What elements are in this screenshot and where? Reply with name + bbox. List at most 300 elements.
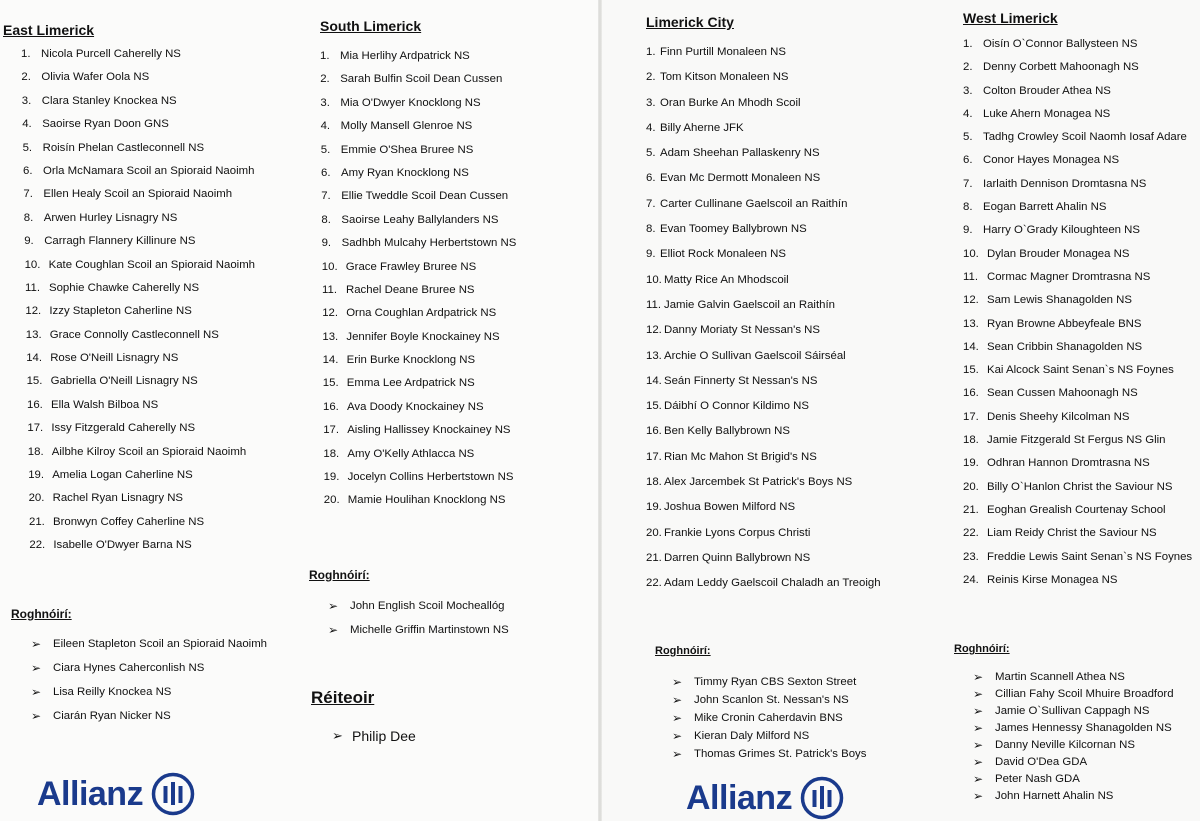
east-limerick-players <box>21 48 303 563</box>
player-name: Ava Doody Knockainey NS <box>347 400 484 413</box>
west-limerick-column <box>954 10 1198 804</box>
player-number: 21. <box>29 515 45 528</box>
player-name: Ryan Browne Abbeyfeale BNS <box>987 317 1142 330</box>
player-row <box>646 299 946 324</box>
player-name: Emma Lee Ardpatrick NS <box>346 377 475 390</box>
player-number: 16. <box>323 400 339 413</box>
player-row <box>322 237 590 260</box>
referee-name <box>332 728 590 744</box>
player-name: Emmie O'Shea Bruree NS <box>340 143 474 156</box>
player-name: Harry O`Grady Kiloughteen NS <box>983 224 1140 237</box>
player-number: 16. <box>963 387 979 400</box>
player-number: 14. <box>26 352 43 365</box>
player-name: Billy O`Hanlon Christ the Saviour NS <box>987 480 1173 493</box>
player-row <box>646 198 946 223</box>
player-number: 22. <box>29 539 46 552</box>
player-number: 19. <box>323 471 340 484</box>
player-number: 8. <box>321 213 331 226</box>
player-name: Ellen Healy Scoil an Spioraid Naoimh <box>43 188 233 201</box>
player-name: Evan Mc Dermott Monaleen NS <box>660 172 821 185</box>
player-number: 9. <box>646 248 656 261</box>
player-row <box>963 294 1198 317</box>
selector-row <box>31 704 303 728</box>
player-row <box>27 422 303 445</box>
selector-name: James Hennessy Shanagolden NS <box>995 721 1172 734</box>
selector-row <box>31 656 303 680</box>
selector-row <box>973 736 1198 753</box>
player-name: Sam Lewis Shanagolden NS <box>987 294 1133 307</box>
player-number: 6. <box>646 172 656 185</box>
player-number: 10. <box>321 260 338 273</box>
player-number: 15. <box>322 377 339 390</box>
player-row <box>21 48 303 71</box>
player-name: Sarah Bulfin Scoil Dean Cussen <box>340 73 503 86</box>
selector-name: Cillian Fahy Scoil Mhuire Broadford <box>995 687 1174 700</box>
player-row <box>963 434 1198 457</box>
player-row <box>646 350 946 375</box>
player-row <box>321 214 590 237</box>
player-number: 17. <box>646 450 662 463</box>
player-name: Isabelle O'Dwyer Barna NS <box>53 539 192 552</box>
player-number: 18. <box>323 447 340 460</box>
south-selectors-list <box>328 594 590 642</box>
player-row <box>646 97 946 122</box>
player-number: 1. <box>646 46 656 58</box>
player-number: 2. <box>320 73 330 86</box>
player-row <box>322 261 590 284</box>
player-number: 18. <box>27 445 44 458</box>
player-number: 8. <box>646 223 656 236</box>
selector-name: Jamie O`Sullivan Cappagh NS <box>995 704 1150 717</box>
player-name: Molly Mansell Glenroe NS <box>340 120 473 133</box>
player-number: 21. <box>963 503 979 516</box>
player-number: 17. <box>323 424 340 437</box>
player-name: Saoirse Leahy Ballylanders NS <box>341 213 499 226</box>
player-number: 16. <box>27 398 43 411</box>
limerick-city-title: Limerick City <box>646 14 734 30</box>
city-selectors-list <box>672 673 946 763</box>
player-number: 11. <box>322 283 337 296</box>
player-name: Oisín O`Connor Ballysteen NS <box>983 38 1138 50</box>
arrow-bullet-icon: ➢ <box>328 598 339 613</box>
arrow-bullet-icon: ➢ <box>31 685 42 700</box>
player-row <box>25 282 303 305</box>
player-number: 9. <box>24 235 34 248</box>
player-name: Jamie Fitzgerald St Fergus NS Glin <box>987 434 1166 447</box>
player-number: 20. <box>963 480 979 493</box>
player-row <box>324 471 590 494</box>
player-row <box>321 120 590 143</box>
east-limerick-column <box>3 22 303 728</box>
allianz-wordmark: Allianz <box>37 774 144 813</box>
player-number: 9. <box>321 237 332 250</box>
player-row <box>646 46 946 71</box>
player-number: 8. <box>23 211 34 224</box>
player-row <box>963 38 1198 61</box>
player-row <box>25 305 303 328</box>
selector-name: John Harnett Ahalin NS <box>995 789 1114 802</box>
east-limerick-title: East Limerick <box>3 22 95 38</box>
player-row <box>26 329 303 352</box>
arrow-bullet-icon: ➢ <box>31 661 42 676</box>
player-number: 7. <box>646 197 656 210</box>
player-name: Sadhbh Mulcahy Herbertstown NS <box>341 237 517 250</box>
player-name: Olivia Wafer Oola NS <box>41 71 150 84</box>
player-number: 2. <box>646 71 656 84</box>
player-number: 6. <box>321 166 331 179</box>
player-number: 11. <box>963 270 978 283</box>
arrow-bullet-icon: ➢ <box>672 692 683 707</box>
player-row <box>646 501 946 526</box>
selector-row <box>31 680 303 704</box>
player-name: Conor Hayes Monagea NS <box>983 154 1120 167</box>
player-row <box>29 492 303 515</box>
player-row <box>321 144 590 167</box>
player-number: 5. <box>320 143 331 156</box>
arrow-bullet-icon: ➢ <box>973 771 984 786</box>
selector-name: Timmy Ryan CBS Sexton Street <box>694 675 857 688</box>
player-name: Matty Rice An Mhodscoil <box>664 273 789 286</box>
selector-name: Martin Scannell Athea NS <box>995 670 1125 683</box>
selector-name: Kieran Daly Milford NS <box>694 729 810 742</box>
player-number: 11. <box>646 298 661 311</box>
player-name: Grace Connolly Castleconnell NS <box>49 328 219 341</box>
player-number: 5. <box>963 131 973 144</box>
east-selectors-title: Roghnóirí: <box>11 606 72 621</box>
player-row <box>646 527 946 552</box>
player-name: Nicola Purcell Caherelly NS <box>41 48 181 60</box>
selector-row <box>672 745 946 763</box>
player-name: Danny Moriaty St Nessan's NS <box>664 324 821 337</box>
player-row <box>646 172 946 197</box>
player-number: 13. <box>25 328 42 341</box>
south-limerick-players <box>320 50 590 518</box>
selector-row <box>328 618 590 642</box>
player-row <box>646 425 946 450</box>
player-number: 15. <box>646 400 662 413</box>
arrow-bullet-icon: ➢ <box>973 737 984 752</box>
selector-row <box>973 753 1198 770</box>
player-row <box>963 411 1198 434</box>
player-number: 22. <box>963 527 979 540</box>
allianz-wordmark: Allianz <box>686 778 793 817</box>
player-number: 3. <box>963 84 973 97</box>
player-row <box>323 377 590 400</box>
player-name: Rachel Ryan Lisnagry NS <box>52 492 184 505</box>
player-row <box>320 97 590 120</box>
player-row <box>646 577 946 602</box>
player-number: 13. <box>322 330 339 343</box>
player-name: Reinis Kirse Monagea NS <box>987 573 1118 586</box>
player-row <box>323 401 590 424</box>
player-row <box>963 178 1198 201</box>
player-name: Kai Alcock Saint Senan`s NS Foynes <box>987 364 1174 377</box>
player-name: Mamie Houlihan Knocklong NS <box>347 494 506 507</box>
player-row <box>646 375 946 400</box>
player-row <box>963 481 1198 504</box>
player-row <box>21 71 303 94</box>
player-number: 4. <box>963 107 973 120</box>
player-number: 7. <box>963 177 973 190</box>
player-name: Darren Quinn Ballybrown NS <box>664 551 811 564</box>
player-name: Eoghan Grealish Courtenay School <box>987 503 1166 516</box>
player-number: 7. <box>23 188 33 201</box>
selector-row <box>31 633 303 657</box>
player-name: Adam Sheehan Pallaskenry NS <box>660 147 820 160</box>
player-name: Grace Frawley Bruree NS <box>345 260 477 273</box>
player-row <box>963 108 1198 131</box>
player-number: 11. <box>25 281 40 294</box>
player-number: 20. <box>323 494 340 507</box>
player-number: 6. <box>23 164 33 177</box>
player-number: 14. <box>322 354 339 367</box>
player-name: Eogan Barrett Ahalin NS <box>983 201 1107 214</box>
player-row <box>646 274 946 299</box>
player-name: Joshua Bowen Milford NS <box>664 501 796 514</box>
allianz-logo-left <box>37 772 195 816</box>
player-row <box>29 539 303 562</box>
player-row <box>646 400 946 425</box>
player-row <box>25 259 303 282</box>
player-number: 12. <box>646 324 662 337</box>
player-number: 6. <box>963 154 973 167</box>
player-name: Ellie Tweddle Scoil Dean Cussen <box>341 190 509 203</box>
selector-name: John English Scoil Mocheallóg <box>350 599 505 612</box>
player-row <box>646 223 946 248</box>
player-name: Adam Leddy Gaelscoil Chaladh an Treoigh <box>664 577 881 590</box>
player-row <box>646 324 946 349</box>
player-name: Amelia Logan Caherline NS <box>52 469 193 482</box>
player-row <box>27 375 303 398</box>
player-number: 15. <box>26 375 43 388</box>
player-number: 19. <box>28 469 45 482</box>
player-name: Jennifer Boyle Knockainey NS <box>346 330 500 343</box>
selector-name: John Scanlon St. Nessan's NS <box>694 693 849 706</box>
player-name: Denis Sheehy Kilcolman NS <box>987 410 1130 423</box>
page-fold <box>598 0 602 821</box>
arrow-bullet-icon: ➢ <box>672 746 683 761</box>
player-name: Kate Coughlan Scoil an Spioraid Naoimh <box>48 258 256 271</box>
selector-name: Eileen Stapleton Scoil an Spioraid Naoimh <box>53 638 268 651</box>
player-row <box>963 131 1198 154</box>
south-limerick-title: South Limerick <box>320 18 422 34</box>
player-row <box>322 307 590 330</box>
selector-row <box>973 770 1198 787</box>
arrow-bullet-icon: ➢ <box>31 708 42 723</box>
player-number: 12. <box>25 305 42 318</box>
arrow-bullet-icon: ➢ <box>973 720 984 735</box>
arrow-bullet-icon: ➢ <box>672 674 683 689</box>
player-row <box>22 95 303 118</box>
player-number: 5. <box>646 147 656 160</box>
player-number: 14. <box>963 340 979 353</box>
player-row <box>646 451 946 476</box>
player-number: 10. <box>24 258 41 271</box>
player-row <box>963 341 1198 364</box>
player-number: 3. <box>646 96 656 109</box>
player-row <box>24 235 303 258</box>
west-limerick-title: West Limerick <box>963 10 1058 26</box>
arrow-bullet-icon: ➢ <box>31 637 42 652</box>
player-name: Aisling Hallissey Knockainey NS <box>347 424 511 437</box>
player-name: Iarlaith Dennison Dromtasna NS <box>983 177 1147 190</box>
player-name: Erin Burke Knocklong NS <box>346 354 476 367</box>
player-row <box>26 352 303 375</box>
selector-name: Mike Cronin Caherdavin BNS <box>694 711 843 724</box>
arrow-bullet-icon: ➢ <box>973 703 984 718</box>
player-row <box>322 331 590 354</box>
player-name: Alex Jarcembek St Patrick's Boys NS <box>664 476 853 489</box>
arrow-bullet-icon: ➢ <box>672 710 683 725</box>
player-name: Orla McNamara Scoil an Spioraid Naoimh <box>43 164 255 177</box>
player-number: 1. <box>963 38 973 50</box>
selector-row <box>973 668 1198 685</box>
player-name: Evan Toomey Ballybrown NS <box>660 223 807 236</box>
player-name: Rachel Deane Bruree NS <box>346 283 475 296</box>
player-row <box>322 284 590 307</box>
player-row <box>646 122 946 147</box>
player-row <box>963 318 1198 341</box>
player-row <box>963 551 1198 574</box>
arrow-bullet-icon: ➢ <box>973 754 984 769</box>
east-selectors-list <box>31 633 303 728</box>
limerick-city-column <box>646 14 946 763</box>
west-selectors-list <box>973 668 1198 804</box>
selector-name: Danny Neville Kilcornan NS <box>995 738 1135 751</box>
arrow-bullet-icon: ➢ <box>973 686 984 701</box>
allianz-eagle-icon <box>800 776 844 820</box>
selector-row <box>973 702 1198 719</box>
selector-name: Michelle Griffin Martinstown NS <box>350 623 509 636</box>
player-number: 13. <box>646 349 662 362</box>
player-number: 16. <box>646 425 662 438</box>
player-number: 1. <box>21 48 31 60</box>
player-name: Liam Reidy Christ the Saviour NS <box>987 527 1157 540</box>
player-name: Colton Brouder Athea NS <box>983 84 1111 97</box>
player-row <box>323 354 590 377</box>
player-name: Roisín Phelan Castleconnell NS <box>42 141 205 154</box>
player-row <box>22 118 303 141</box>
allianz-logo-right <box>686 776 844 820</box>
player-row <box>963 574 1198 597</box>
west-selectors-title: Roghnóirí: <box>954 643 1010 656</box>
selector-name: Thomas Grimes St. Patrick's Boys <box>694 747 867 760</box>
player-row <box>321 190 590 213</box>
player-number: 2. <box>963 61 973 74</box>
player-row <box>23 188 303 211</box>
player-name: Oran Burke An Mhodh Scoil <box>660 96 801 109</box>
selector-row <box>973 685 1198 702</box>
player-name: Issy Fitzgerald Caherelly NS <box>51 422 196 435</box>
player-row <box>963 154 1198 177</box>
player-name: Orna Coughlan Ardpatrick NS <box>346 307 497 320</box>
player-row <box>29 516 303 539</box>
player-number: 9. <box>963 224 973 237</box>
player-number: 4. <box>320 120 331 133</box>
player-number: 10. <box>646 273 662 286</box>
selector-name: Peter Nash GDA <box>995 772 1080 785</box>
player-name: Denny Corbett Mahoonagh NS <box>983 61 1139 74</box>
player-name: Amy O'Kelly Athlacca NS <box>347 447 475 460</box>
player-number: 22. <box>646 577 662 590</box>
selector-row <box>973 719 1198 736</box>
player-number: 18. <box>963 434 979 447</box>
selector-name: Ciara Hynes Caherconlish NS <box>53 662 205 675</box>
player-number: 13. <box>963 317 979 330</box>
player-row <box>646 476 946 501</box>
player-number: 3. <box>21 94 32 107</box>
arrow-bullet-icon: ➢ <box>672 728 683 743</box>
player-row <box>646 552 946 577</box>
arrow-bullet-icon: ➢ <box>973 669 984 684</box>
selector-row <box>672 691 946 709</box>
selector-row <box>973 787 1198 804</box>
player-row <box>24 212 303 235</box>
player-row <box>321 167 590 190</box>
player-number: 8. <box>963 201 973 214</box>
player-name: Dylan Brouder Monagea NS <box>987 247 1130 260</box>
player-row <box>323 448 590 471</box>
player-name: Carter Cullinane Gaelscoil an Raithín <box>660 197 848 210</box>
player-name: Cormac Magner Dromtrasna NS <box>987 270 1151 283</box>
player-name: Elliot Rock Monaleen NS <box>660 248 786 261</box>
player-row <box>963 248 1198 271</box>
player-number: 17. <box>963 410 979 423</box>
player-row <box>963 527 1198 550</box>
player-name: Frankie Lyons Corpus Christi <box>664 526 811 539</box>
arrow-bullet-icon: ➢ <box>328 622 339 637</box>
player-name: Bronwyn Coffey Caherline NS <box>53 515 205 528</box>
player-name: Tom Kitson Monaleen NS <box>660 71 789 84</box>
arrow-bullet-icon: ➢ <box>332 728 343 744</box>
limerick-city-players <box>646 46 946 603</box>
player-name: Carragh Flannery Killinure NS <box>44 235 196 248</box>
player-name: Rian Mc Mahon St Brigid's NS <box>664 450 817 463</box>
south-limerick-column <box>309 18 590 745</box>
player-number: 23. <box>963 550 979 563</box>
player-row <box>963 457 1198 480</box>
player-name: Sean Cribbin Shanagolden NS <box>987 340 1143 353</box>
player-row <box>963 85 1198 108</box>
player-row <box>320 50 590 73</box>
player-number: 19. <box>646 501 662 514</box>
player-row <box>963 271 1198 294</box>
player-row <box>646 71 946 96</box>
player-number: 18. <box>646 476 662 489</box>
player-name: Mia O'Dwyer Knocklong NS <box>340 96 481 109</box>
player-name: Freddie Lewis Saint Senan`s NS Foynes <box>987 550 1193 563</box>
player-number: 14. <box>646 374 662 387</box>
player-row <box>963 61 1198 84</box>
player-name: Gabriella O'Neill Lisnagry NS <box>50 375 198 388</box>
player-row <box>646 248 946 273</box>
player-name: Ben Kelly Ballybrown NS <box>664 425 790 438</box>
player-number: 24. <box>963 573 979 586</box>
player-name: Ailbhe Kilroy Scoil an Spioraid Naoimh <box>51 445 247 458</box>
player-number: 20. <box>646 526 662 539</box>
player-number: 20. <box>28 492 45 505</box>
south-selectors-title: Roghnóirí: <box>309 567 370 582</box>
player-number: 4. <box>646 121 656 134</box>
player-row <box>27 399 303 422</box>
player-number: 12. <box>322 307 339 320</box>
selector-name: David O'Dea GDA <box>995 755 1088 768</box>
player-row <box>646 147 946 172</box>
west-limerick-players <box>963 38 1198 597</box>
player-row <box>23 165 303 188</box>
city-selectors-title: Roghnóirí: <box>655 644 711 657</box>
player-row <box>28 446 303 469</box>
